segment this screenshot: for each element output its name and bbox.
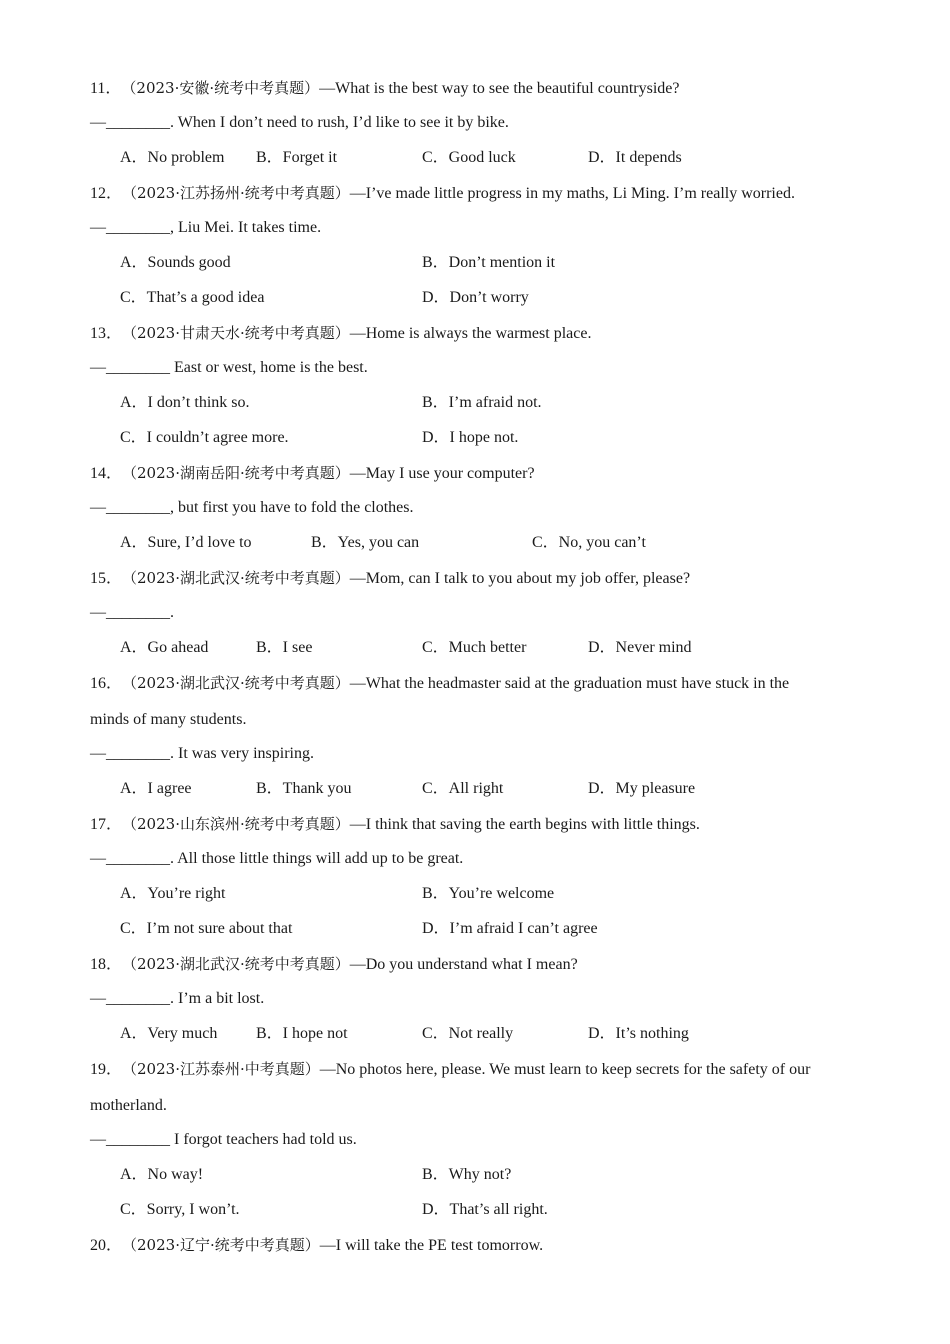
question-number: 15． [90, 570, 123, 587]
option-a: A．No problem [120, 149, 225, 166]
option-d: D．I hope not. [422, 429, 519, 446]
question-number: 13． [90, 325, 123, 342]
question-text: —May I use your computer? [349, 465, 535, 482]
question-text: —What the headmaster said at the graduation must have stuck in the [349, 675, 790, 692]
question-number: 17． [90, 816, 123, 833]
question-number: 16． [90, 675, 123, 692]
question-19-reply: —________ I forgot teachers had told us. [90, 1131, 357, 1148]
question-16-reply: —________. It was very inspiring. [90, 745, 314, 762]
question-number: 11． [90, 80, 122, 97]
question-text: —I will take the PE test tomorrow. [319, 1237, 544, 1254]
option-c: C．I’m not sure about that [120, 920, 293, 937]
option-b: B．Yes, you can [311, 534, 420, 551]
question-source: （2023·江苏泰州·中考真题） [122, 1060, 320, 1078]
question-source: （2023·湖北武汉·统考中考真题） [122, 674, 350, 692]
question-text: —Mom, can I talk to you about my job offer, please? [349, 570, 691, 587]
option-c: C．No, you can’t [532, 534, 646, 551]
question-18-stem [90, 954, 578, 975]
question-13-reply: —________ East or west, home is the best. [90, 359, 368, 376]
question-source: （2023·山东滨州·统考中考真题） [122, 815, 350, 833]
question-17-reply: —________. All those little things will add up to be great. [90, 850, 464, 867]
option-c: C．Much better [422, 639, 527, 656]
question-text: —I’ve made little progress in my maths, Li Ming. I’m really worried. [349, 185, 795, 202]
option-b: B．Thank you [256, 780, 352, 797]
question-14-stem [90, 463, 535, 484]
option-d: D．It’s nothing [588, 1025, 689, 1042]
option-d: D．Don’t worry [422, 289, 529, 306]
option-b: B．I hope not [256, 1025, 348, 1042]
question-number: 20． [90, 1237, 123, 1254]
option-a: A．Go ahead [120, 639, 209, 656]
question-16-stem [90, 673, 789, 694]
option-d: D．Never mind [588, 639, 692, 656]
question-number: 18． [90, 956, 123, 973]
question-source: （2023·江苏扬州·统考中考真题） [122, 184, 350, 202]
option-a: A．Very much [120, 1025, 218, 1042]
question-source: （2023·甘肃天水·统考中考真题） [122, 324, 350, 342]
question-15-reply: —________. [90, 604, 174, 621]
question-text: —Home is always the warmest place. [349, 325, 592, 342]
option-b: B．I see [256, 639, 313, 656]
question-14-reply: —________, but first you have to fold the clothes. [90, 499, 414, 516]
option-d: D．I’m afraid I can’t agree [422, 920, 598, 937]
question-text: —I think that saving the earth begins with little things. [349, 816, 700, 833]
option-d: D．That’s all right. [422, 1201, 548, 1218]
question-source: （2023·辽宁·统考中考真题） [122, 1236, 320, 1254]
question-number: 19． [90, 1061, 123, 1078]
question-number: 12． [90, 185, 123, 202]
option-a: A．You’re right [120, 885, 226, 902]
option-a: A．Sure, I’d love to [120, 534, 252, 551]
question-18-reply: —________. I’m a bit lost. [90, 990, 265, 1007]
option-a: A．I don’t think so. [120, 394, 250, 411]
option-b: B．You’re welcome [422, 885, 555, 902]
question-17-stem [90, 814, 700, 835]
question-text: —No photos here, please. We must learn to keep secrets for the safety of our [319, 1061, 811, 1078]
option-c: C．Sorry, I won’t. [120, 1201, 240, 1218]
option-d: D．My pleasure [588, 780, 696, 797]
question-11-reply: —________. When I don’t need to rush, I’d like to see it by bike. [90, 114, 509, 131]
question-number: 14． [90, 465, 123, 482]
option-c: C．Good luck [422, 149, 516, 166]
question-text: —Do you understand what I mean? [349, 956, 578, 973]
option-a: A．I agree [120, 780, 192, 797]
option-a: A．Sounds good [120, 254, 231, 271]
question-source: （2023·安徽·统考中考真题） [121, 79, 320, 97]
question-19-stem-continued: motherland. [90, 1097, 167, 1114]
question-12-reply: —________, Liu Mei. It takes time. [90, 219, 322, 236]
question-19-stem [90, 1059, 810, 1080]
option-a: A．No way! [120, 1166, 204, 1183]
question-11-stem [90, 78, 679, 99]
option-c: C．Not really [422, 1025, 514, 1042]
option-b: B．Why not? [422, 1166, 512, 1183]
question-20-stem [90, 1235, 543, 1256]
question-text: —What is the best way to see the beautiful countryside? [319, 80, 680, 97]
question-source: （2023·湖北武汉·统考中考真题） [122, 569, 350, 587]
question-13-stem [90, 323, 591, 344]
option-c: C．I couldn’t agree more. [120, 429, 289, 446]
question-12-stem [90, 183, 795, 204]
option-c: C．That’s a good idea [120, 289, 265, 306]
question-16-stem-continued: minds of many students. [90, 711, 247, 728]
option-d: D．It depends [588, 149, 682, 166]
option-b: B．Don’t mention it [422, 254, 556, 271]
question-source: （2023·湖南岳阳·统考中考真题） [122, 464, 350, 482]
question-15-stem [90, 568, 690, 589]
option-b: B．I’m afraid not. [422, 394, 542, 411]
question-source: （2023·湖北武汉·统考中考真题） [122, 955, 350, 973]
option-b: B．Forget it [256, 149, 338, 166]
option-c: C．All right [422, 780, 504, 797]
